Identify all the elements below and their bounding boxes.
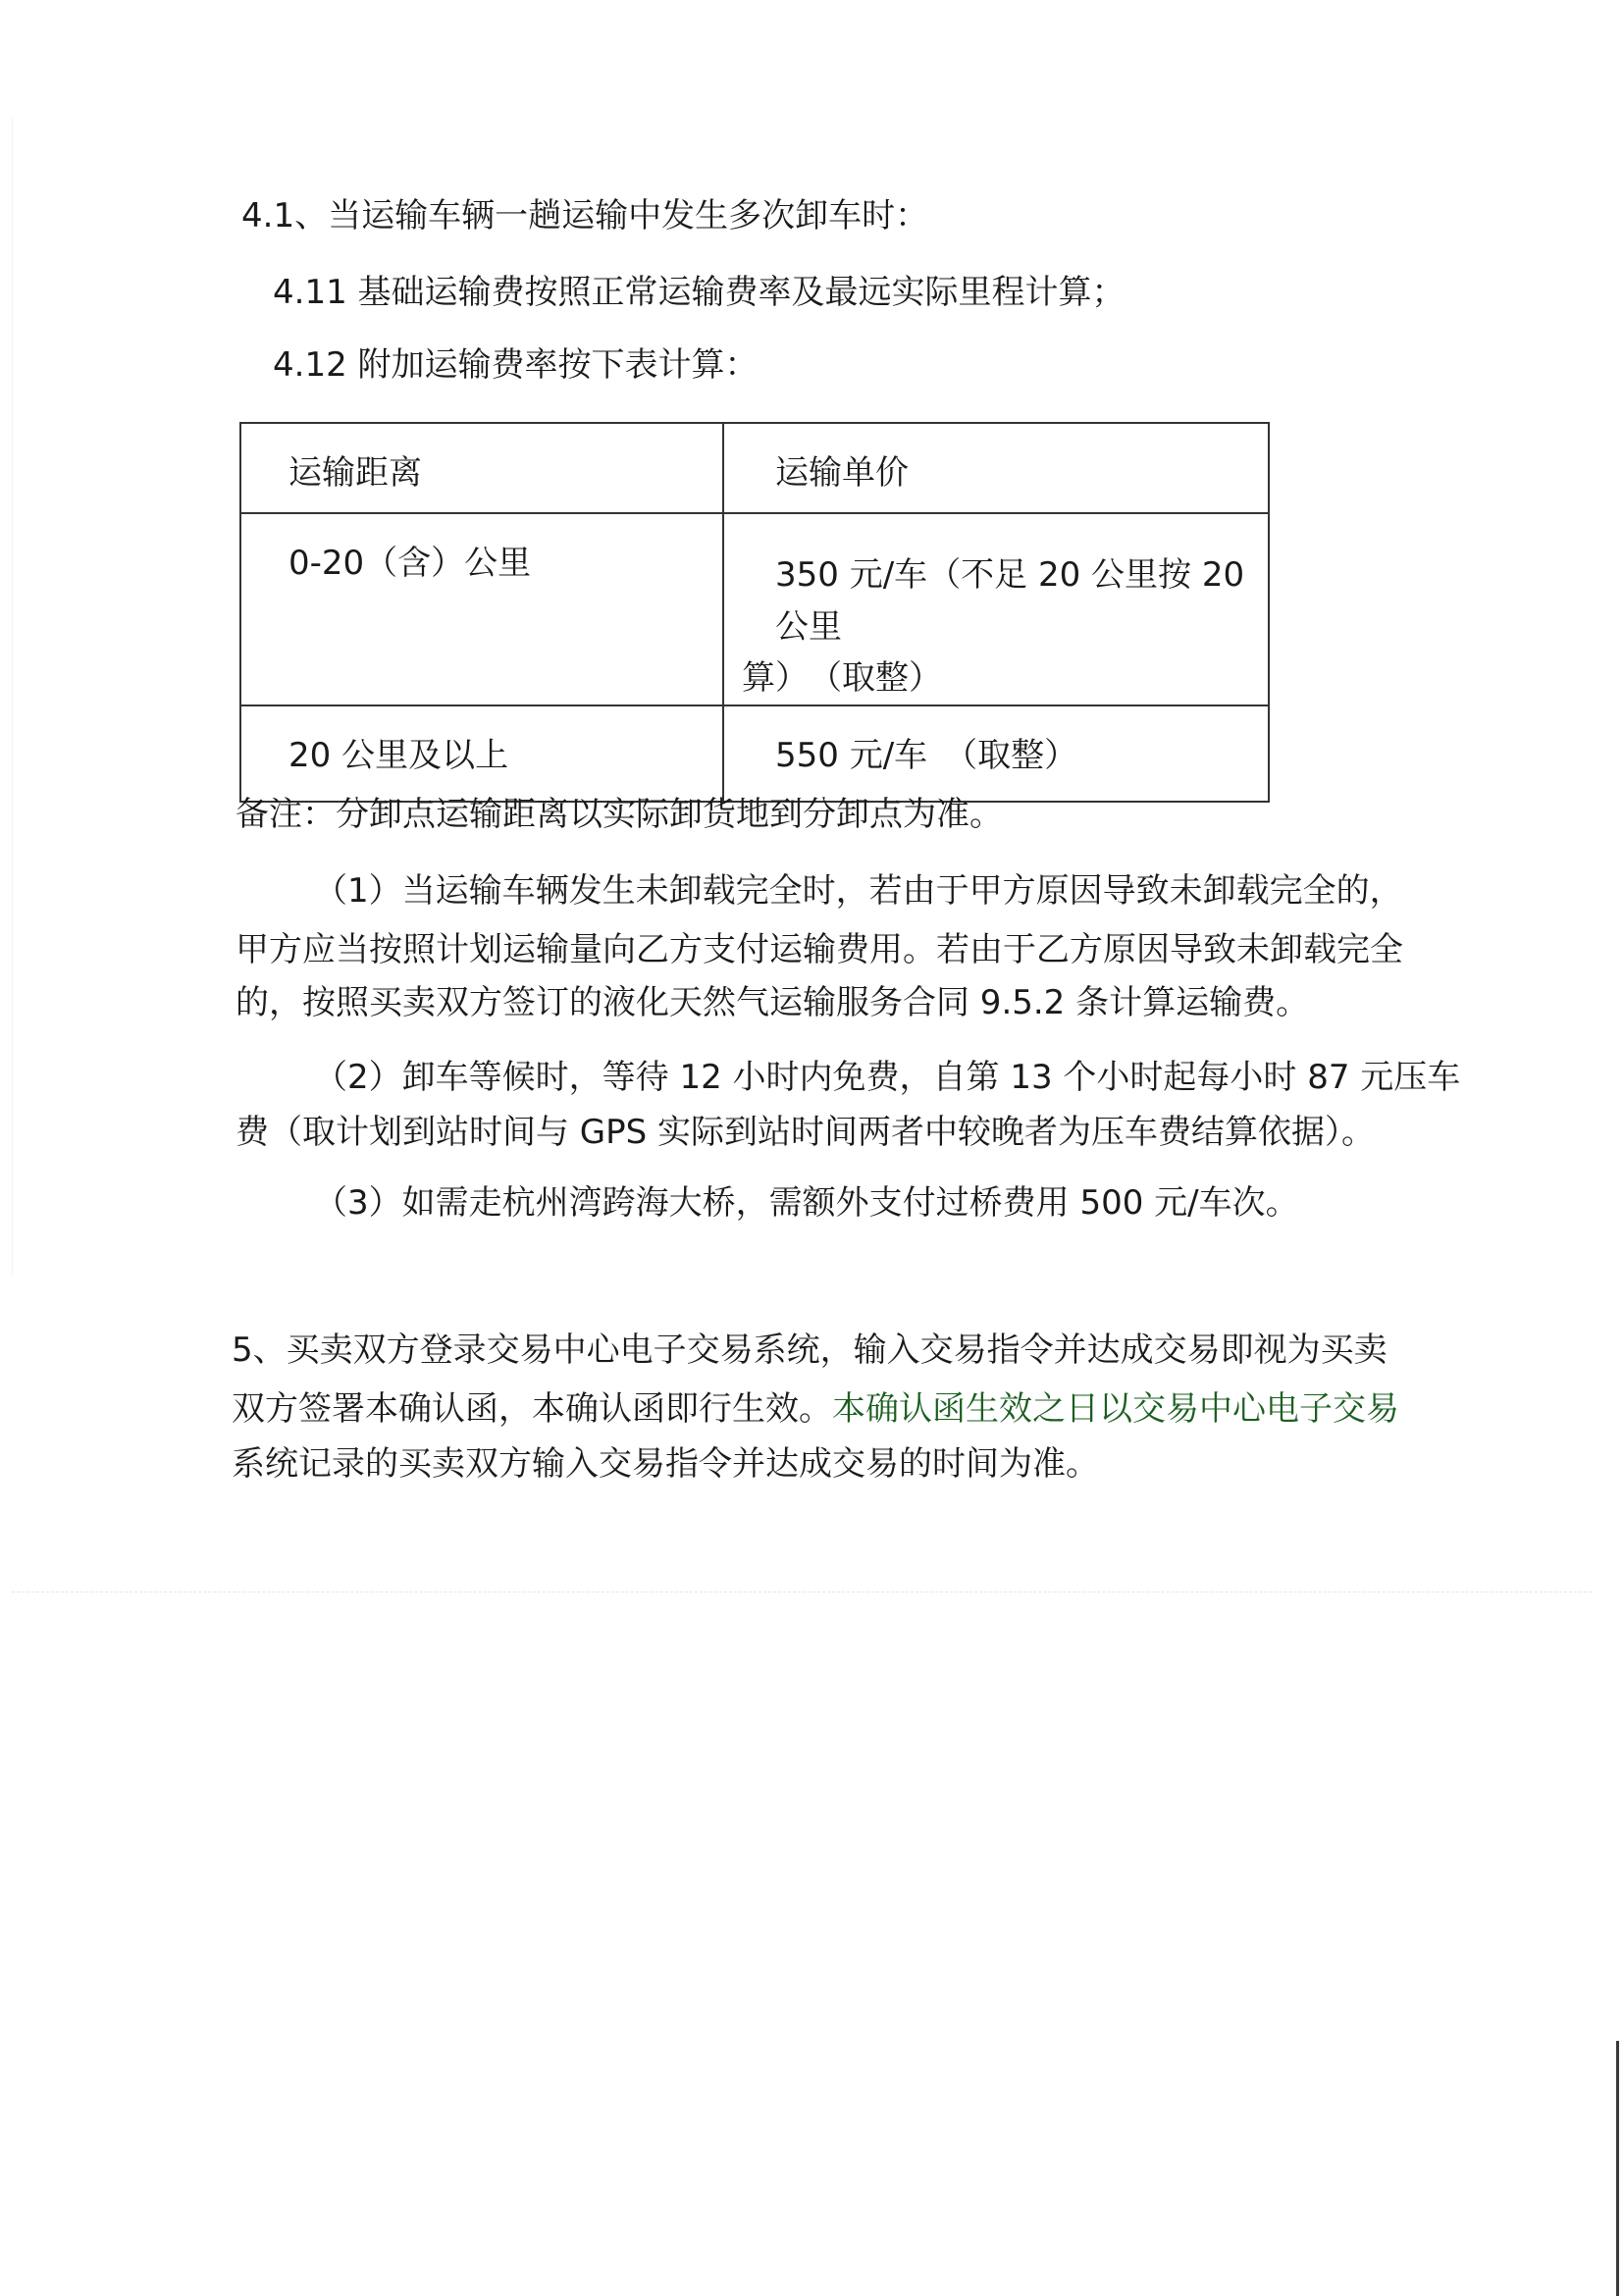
table-row — [240, 513, 1269, 705]
item-2-line-2: 费（取计划到站时间与 GPS 实际到站时间两者中较晚者为压车费结算依据）。 — [236, 1113, 1376, 1152]
table-note: 备注：分卸点运输距离以实际卸货地到分卸点为准。 — [236, 795, 1003, 834]
table-row — [240, 705, 1269, 802]
item-3: （3）如需走杭州湾跨海大桥，需额外支付过桥费用 500 元/车次。 — [314, 1183, 1299, 1223]
section-5-line-1: 5、买卖双方登录交易中心电子交易系统，输入交易指令并达成交易即视为买卖 — [232, 1331, 1387, 1370]
section-4-11: 4.11 基础运输费按照正常运输费率及最远实际里程计算； — [273, 273, 1126, 312]
table-cell-distance: 0-20（含）公里 — [240, 513, 723, 705]
section-4-1: 4.1、当运输车辆一趟运输中发生多次卸车时： — [241, 196, 929, 235]
section-5-line-2b: 本确认函生效之日以交易中心电子交易 — [832, 1389, 1399, 1429]
table-cell-distance: 20 公里及以上 — [240, 705, 723, 802]
item-1-line-3: 的，按照买卖双方签订的液化天然气运输服务合同 9.5.2 条计算运输费。 — [236, 983, 1310, 1022]
scan-edge-right — [1616, 2041, 1619, 2296]
section-4-12: 4.12 附加运输费率按下表计算： — [273, 345, 759, 385]
table-cell-price: 550 元/车 （取整） — [723, 705, 1269, 802]
scan-edge-left — [12, 118, 13, 1276]
price-line-2: 算） （取整） — [742, 658, 942, 699]
item-2-line-1: （2）卸车等候时，等待 12 小时内免费，自第 13 个小时起每小时 87 元压车 — [314, 1058, 1461, 1097]
section-5-line-3: 系统记录的买卖双方输入交易指令并达成交易的时间为准。 — [232, 1444, 1099, 1484]
table-header-row — [240, 423, 1269, 513]
table-header-distance: 运输距离 — [240, 423, 723, 513]
section-5-line-2a: 双方签署本确认函，本确认函即行生效。 — [232, 1389, 832, 1429]
section-5-line-2 — [232, 1389, 1399, 1430]
item-1-line-1: （1）当运输车辆发生未卸载完全时，若由于甲方原因导致未卸载完全的， — [314, 871, 1403, 911]
rate-table — [239, 422, 1270, 803]
table-header-price: 运输单价 — [723, 423, 1269, 513]
item-1-line-2: 甲方应当按照计划运输量向乙方支付运输费用。若由于乙方原因导致未卸载完全 — [236, 930, 1403, 969]
price-line-1: 350 元/车（不足 20 公里按 20 公里 — [775, 555, 1245, 647]
table-cell-price — [723, 513, 1269, 705]
